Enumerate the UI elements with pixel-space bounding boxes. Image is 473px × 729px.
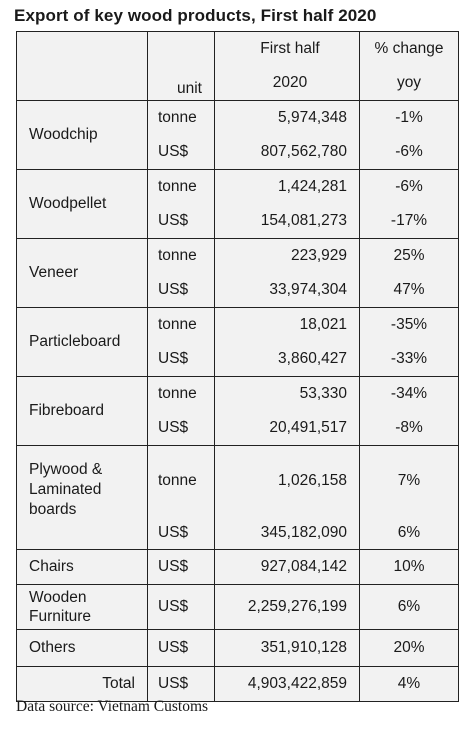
- total-label: Total: [17, 667, 148, 702]
- change-cell: -33%: [360, 342, 459, 377]
- header-change-line2: yoy: [360, 65, 459, 101]
- header-unit: unit: [148, 65, 215, 101]
- unit-cell: tonne: [148, 308, 215, 343]
- export-table: [16, 31, 459, 702]
- total-unit: US$: [148, 667, 215, 702]
- unit-cell: US$: [148, 585, 215, 630]
- table-row: [17, 585, 459, 630]
- value-cell: 1,026,158: [215, 446, 360, 517]
- total-row: [17, 667, 459, 702]
- change-cell: 6%: [360, 585, 459, 630]
- table-row: [17, 446, 459, 517]
- change-cell: 20%: [360, 630, 459, 667]
- value-cell: 18,021: [215, 308, 360, 343]
- change-cell: -17%: [360, 204, 459, 239]
- table-row: [17, 308, 459, 343]
- value-cell: 927,084,142: [215, 550, 360, 585]
- value-cell: 1,424,281: [215, 170, 360, 205]
- value-cell: 223,929: [215, 239, 360, 274]
- header-period-line1: First half: [215, 32, 360, 66]
- change-cell: -35%: [360, 308, 459, 343]
- value-cell: 3,860,427: [215, 342, 360, 377]
- table-row: [17, 630, 459, 667]
- unit-cell: US$: [148, 630, 215, 667]
- table-row: [17, 170, 459, 205]
- unit-cell: US$: [148, 516, 215, 550]
- change-cell: 47%: [360, 273, 459, 308]
- data-source-note: Data source: Vietnam Customs: [16, 698, 209, 715]
- change-cell: 7%: [360, 446, 459, 517]
- total-change: 4%: [360, 667, 459, 702]
- table-row: [17, 239, 459, 274]
- header-unit-blank: [148, 32, 215, 66]
- unit-cell: tonne: [148, 170, 215, 205]
- table-row: [17, 550, 459, 585]
- unit-cell: tonne: [148, 239, 215, 274]
- value-cell: 351,910,128: [215, 630, 360, 667]
- product-name: Others: [17, 630, 148, 667]
- value-cell: 33,974,304: [215, 273, 360, 308]
- value-cell: 2,259,276,199: [215, 585, 360, 630]
- unit-cell: US$: [148, 273, 215, 308]
- product-name: Chairs: [17, 550, 148, 585]
- change-cell: 6%: [360, 516, 459, 550]
- product-name: Fibreboard: [17, 377, 148, 446]
- change-cell: -6%: [360, 135, 459, 170]
- product-name: Plywood & Laminated boards: [17, 446, 148, 550]
- value-cell: 20,491,517: [215, 411, 360, 446]
- change-cell: -8%: [360, 411, 459, 446]
- unit-cell: US$: [148, 342, 215, 377]
- unit-cell: US$: [148, 204, 215, 239]
- unit-cell: US$: [148, 135, 215, 170]
- unit-cell: tonne: [148, 446, 215, 517]
- header-blank: [17, 32, 148, 101]
- header-change-line1: % change: [360, 32, 459, 66]
- change-cell: -34%: [360, 377, 459, 412]
- product-name: Veneer: [17, 239, 148, 308]
- unit-cell: tonne: [148, 101, 215, 136]
- value-cell: 807,562,780: [215, 135, 360, 170]
- product-name: Wooden Furniture: [17, 585, 148, 630]
- page-title: Export of key wood products, First half 2020: [14, 6, 377, 25]
- product-name: Woodchip: [17, 101, 148, 170]
- product-name: Woodpellet: [17, 170, 148, 239]
- unit-cell: tonne: [148, 377, 215, 412]
- table-row: [17, 101, 459, 136]
- change-cell: -6%: [360, 170, 459, 205]
- header-row-1: [17, 32, 459, 66]
- change-cell: 25%: [360, 239, 459, 274]
- table-row: [17, 377, 459, 412]
- unit-cell: US$: [148, 550, 215, 585]
- value-cell: 53,330: [215, 377, 360, 412]
- change-cell: -1%: [360, 101, 459, 136]
- value-cell: 345,182,090: [215, 516, 360, 550]
- total-value: 4,903,422,859: [215, 667, 360, 702]
- value-cell: 154,081,273: [215, 204, 360, 239]
- change-cell: 10%: [360, 550, 459, 585]
- product-name: Particleboard: [17, 308, 148, 377]
- unit-cell: US$: [148, 411, 215, 446]
- header-period-line2: 2020: [215, 65, 360, 101]
- value-cell: 5,974,348: [215, 101, 360, 136]
